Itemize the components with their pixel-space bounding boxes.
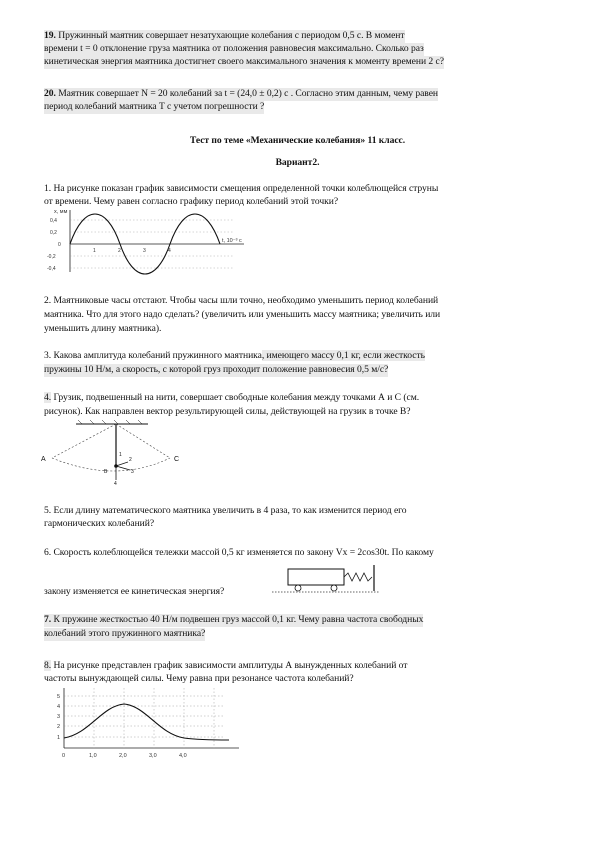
q1-displacement-graph (44, 206, 259, 276)
q1-ytick: 0,2 (50, 230, 57, 236)
q8-ytick: 2 (57, 724, 61, 730)
q4-label-2: 2 (129, 457, 132, 463)
q2-line-1: 2. Маятниковые часы отстают. Чтобы часы шли точно, необходимо уменьшить период колебаний (44, 295, 439, 306)
q1-xtick: 3 (143, 248, 146, 254)
q6-cart-wheel (295, 585, 301, 591)
q3-line-1: 3. Какова амплитуда колебаний пружинного маятника, имеющего массу 0,1 кг, если жесткость (44, 350, 425, 361)
q4-ceiling-hatch (114, 420, 118, 424)
q4-line-2: рисунок). Как направлен вектор результирующей силы, действующей на грузик в точке В? (44, 406, 411, 417)
q7-line-1: 7. К пружине жесткостью 40 Н/м подвешен груз массой 0,1 кг. Чему равна частота свободных (44, 614, 424, 625)
q8-line-2: частоты вынуждающей силы. Чему равна при резонансе частота колебаний? (44, 673, 354, 684)
q4-thread-right (116, 424, 170, 458)
q4-ceiling-hatch (138, 420, 142, 424)
q4-label-3: 3 (131, 469, 134, 475)
q4-label-1: 1 (119, 452, 122, 458)
q4-label-c: С (174, 456, 180, 463)
q4-label-b: В (104, 469, 108, 475)
q1-ytick: -0,2 (47, 254, 56, 260)
q8-ytick: 5 (57, 694, 61, 700)
q6-line-1: 6. Скорость колеблющейся тележки массой 0,5 кг изменяется по закону Vx = 2cos30t. По какому (44, 547, 434, 558)
q8-line-1: 8. На рисунке представлен график зависимости амплитуды А вынужденных колебаний от (44, 660, 408, 671)
q20-line-2: период колебаний маятника T с учетом погрешности ? (44, 101, 265, 112)
q1-ytick: -0,4 (47, 266, 56, 272)
q2-line-2: маятника. Что для этого надо сделать? (увеличить или уменьшить массу маятника; увеличить или (44, 309, 441, 320)
q4-label-a: А (41, 456, 46, 463)
q4-arrow-2 (116, 462, 128, 466)
q1-line-2: от времени. Чему равен согласно графику период колебаний этой точки? (44, 196, 339, 207)
variant-title: Вариант2. (275, 157, 320, 168)
q6-line-2: закону изменяется ее кинетическая энергия? (44, 586, 225, 597)
q1-ytick: 0,4 (50, 218, 57, 224)
q3-line-2: пружины 10 Н/м, а скорость, с которой груз проходит положение равновесия 0,5 м/с? (44, 364, 389, 375)
q4-ceiling-hatch (102, 420, 106, 424)
q19-line-2: времени t = 0 отклонение груза маятника от положения равновесия максимально. Сколько раз (44, 43, 424, 54)
q5-line-1: 5. Если длину математического маятника увеличить в 4 раза, то как изменится период его (44, 505, 407, 516)
q6-cart-wheel (331, 585, 337, 591)
q8-xtick: 3,0 (149, 753, 157, 759)
q8-ytick: 1 (57, 735, 61, 741)
q4-ceiling-hatch (78, 420, 82, 424)
q4-thread-left (52, 424, 116, 458)
q4-ceiling-hatch (90, 420, 94, 424)
q5-line-2: гармонических колебаний? (44, 518, 155, 529)
q8-resonance-curve (64, 704, 229, 740)
test-title: Тест по теме «Механические колебания» 11 класс. (189, 135, 406, 146)
q6-spring (344, 573, 372, 581)
q4-line-1: 4. Грузик, подвешенный на нити, совершает свободные колебания между точками А и С (см. (44, 392, 420, 403)
q4-ceiling-hatch (126, 420, 130, 424)
q20-line-1: 20. Маятник совершает N = 20 колебаний за t = (24,0 ± 0,2) с . Согласно этим данным, чему равен (44, 88, 438, 99)
q8-ytick: 4 (57, 704, 61, 710)
q19-line-1: 19. Пружинный маятник совершает незатухающие колебания с периодом 0,5 с. В момент (44, 30, 405, 41)
q1-ylabel: x, мм (54, 209, 68, 215)
q8-xtick: 2,0 (119, 753, 127, 759)
q1-xtick: 4 (168, 248, 171, 254)
q19-line-3: кинетическая энергия маятника достигнет своего максимального значения к моменту времени 2 с? (44, 56, 444, 67)
q4-swing-arc (52, 458, 170, 471)
q6-cart-body (288, 569, 344, 585)
q8-ytick: 3 (57, 714, 61, 720)
q1-xlabel: t, 10⁻³ с (222, 238, 242, 244)
q8-xtick: 4,0 (179, 753, 187, 759)
q1-ytick: 0 (58, 242, 61, 248)
q4-arrow-3 (116, 466, 130, 470)
q8-xtick: 1,0 (89, 753, 97, 759)
q8-xtick: 0 (62, 753, 66, 759)
q4-pendulum-figure (38, 418, 188, 486)
q2-line-3: уменьшить длину маятника). (44, 323, 162, 334)
q4-label-4: 4 (114, 481, 117, 486)
q6-cart-figure (270, 563, 392, 599)
q1-line-1: 1. На рисунке показан график зависимости смещения определенной точки колеблющейся струны (44, 183, 439, 194)
q1-xtick: 1 (93, 248, 96, 254)
q7-line-2: колебаний этого пружинного маятника? (44, 628, 206, 639)
q8-resonance-graph (44, 686, 244, 766)
q1-xtick: 2 (118, 248, 121, 254)
